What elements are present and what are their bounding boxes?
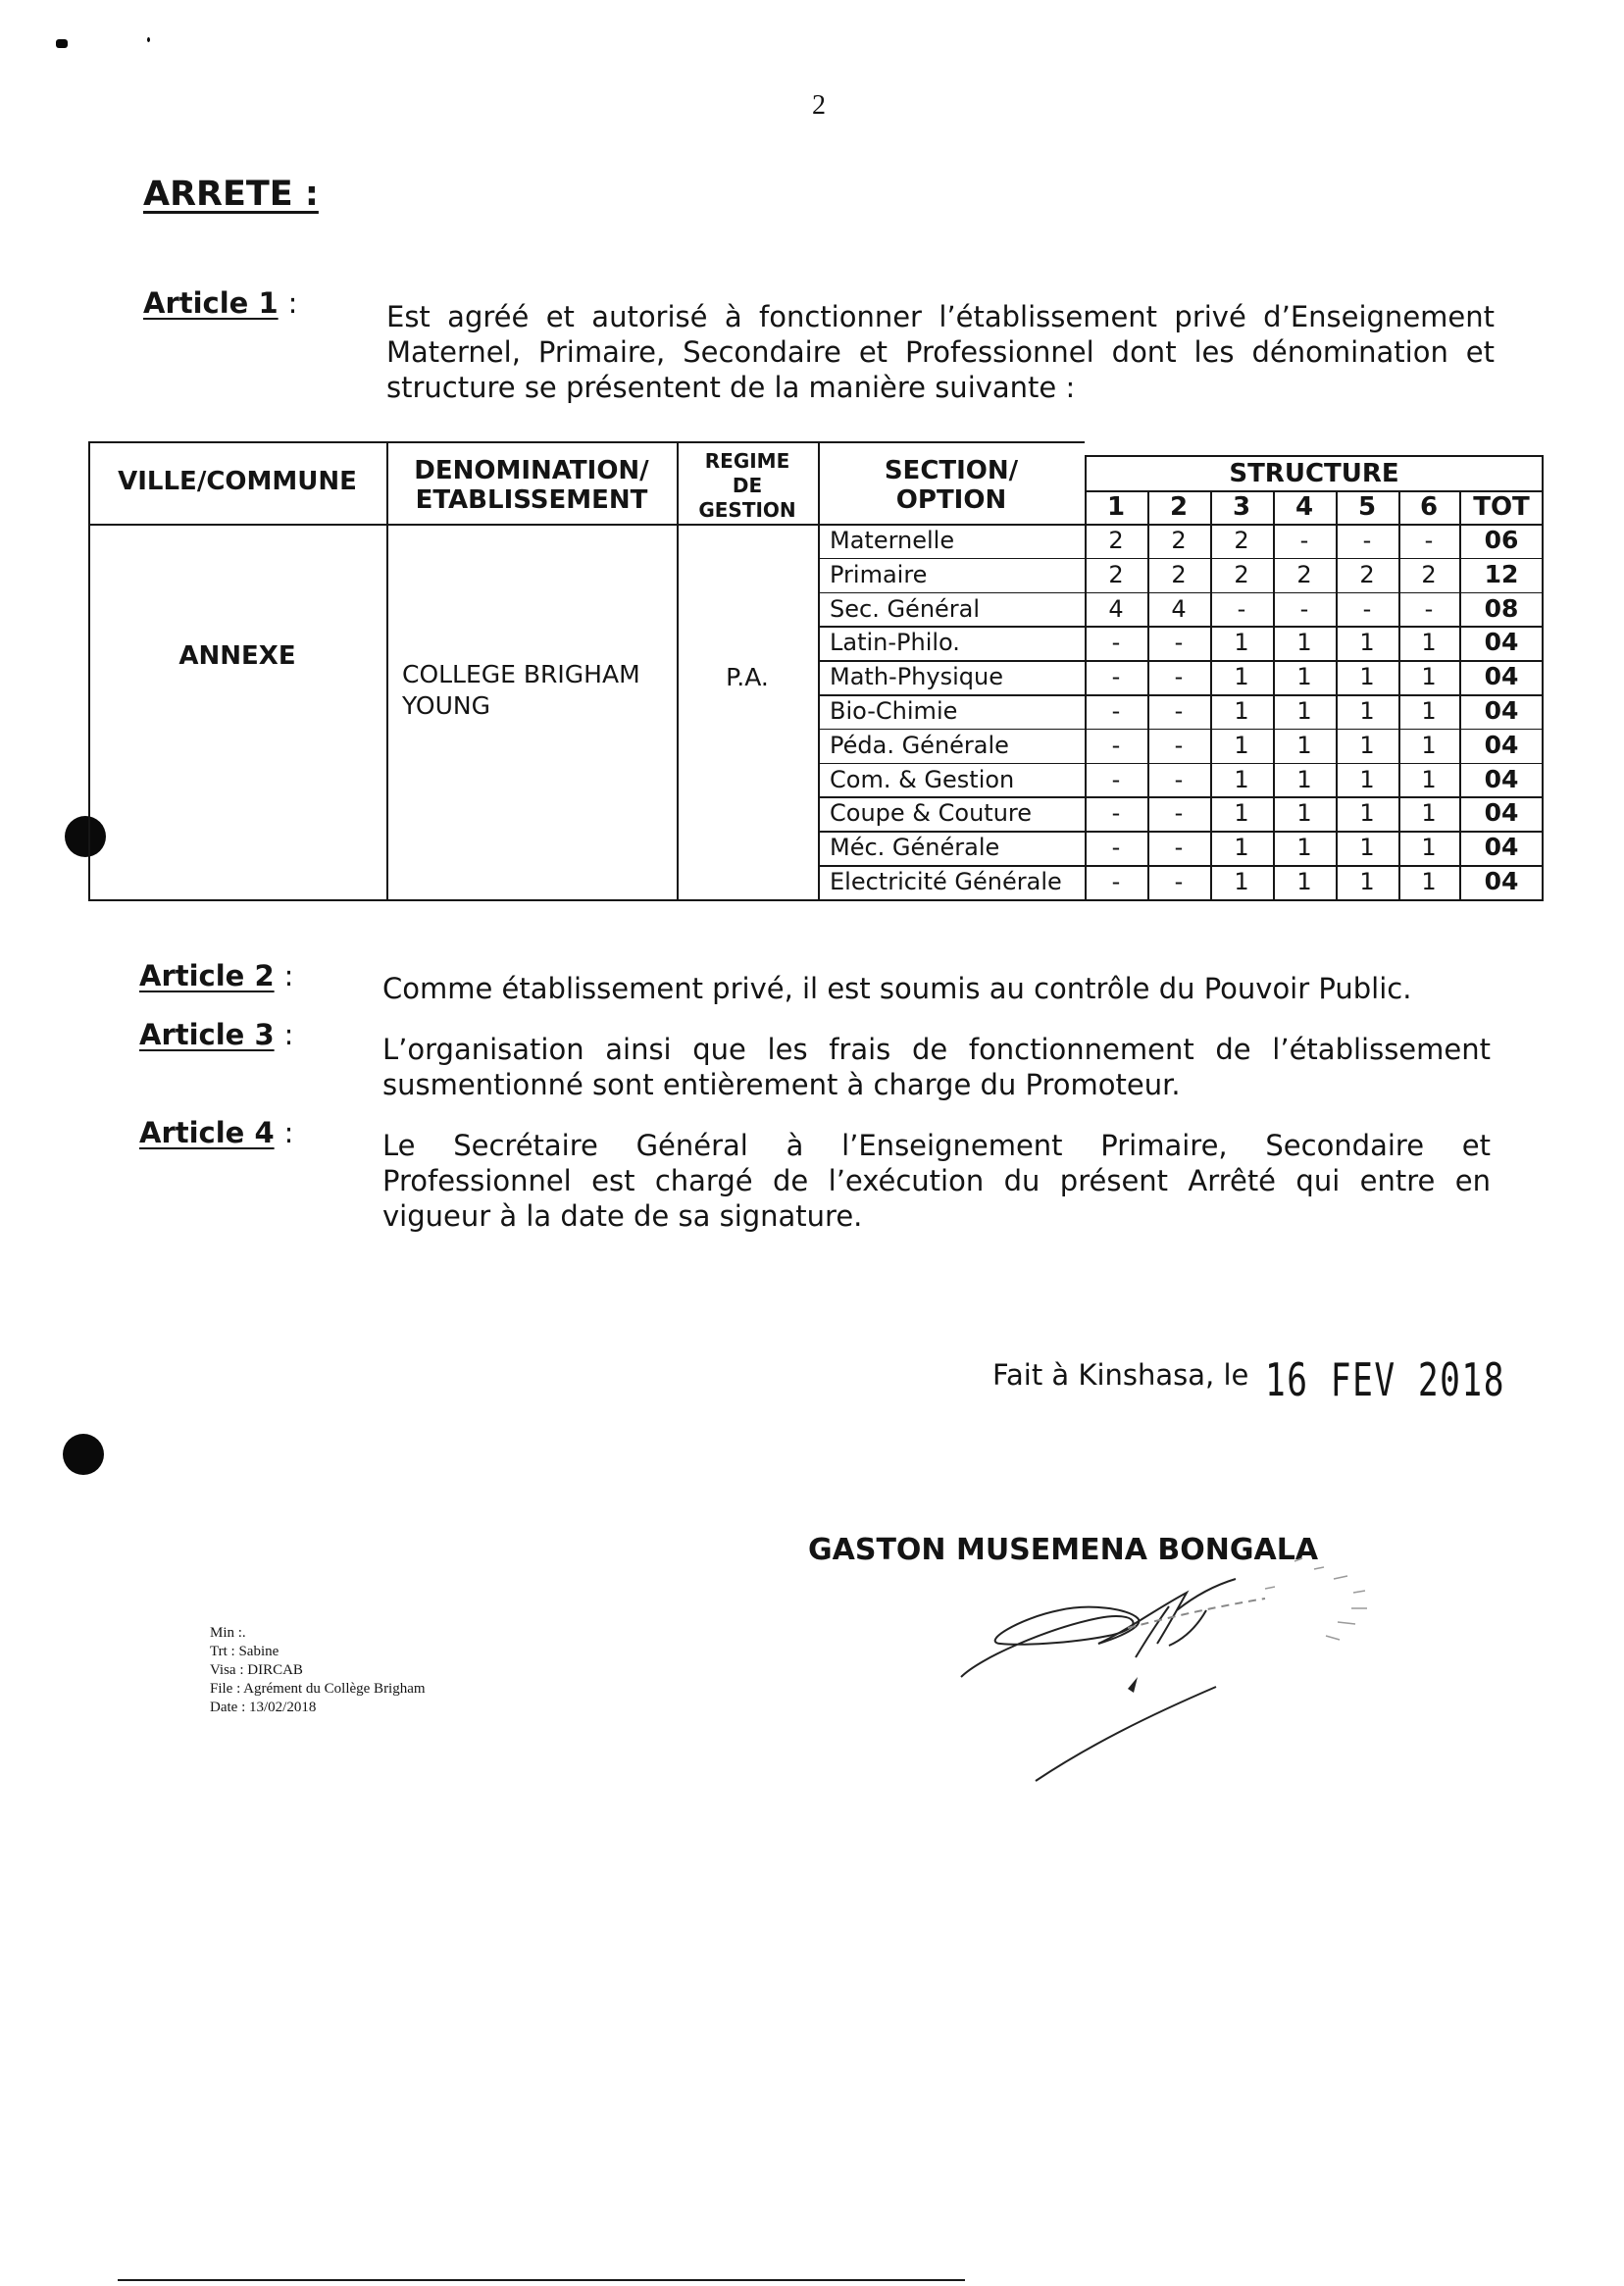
section-option-label: Latin-Philo. xyxy=(830,629,960,657)
article-4-label xyxy=(139,1116,293,1149)
section-option-label: Méc. Générale xyxy=(830,834,1000,862)
level-cell: 2 xyxy=(1359,560,1375,588)
section-option-label: Sec. Général xyxy=(830,594,981,623)
level-cell: 2 xyxy=(1234,527,1249,554)
level-cell: - xyxy=(1237,594,1246,623)
table-rule xyxy=(818,592,1544,594)
level-cell: - xyxy=(1111,663,1121,691)
level-cell: - xyxy=(1111,697,1121,725)
level-cell: - xyxy=(1174,799,1184,828)
level-cell: 1 xyxy=(1296,868,1312,895)
bottom-rule xyxy=(118,2279,965,2281)
level-cell: 2 xyxy=(1171,560,1187,588)
level-cell: 1 xyxy=(1359,629,1375,657)
level-cell: - xyxy=(1111,868,1121,895)
signature-date-stamp: 16 FEV 2018 xyxy=(1265,1353,1505,1406)
level-cell: - xyxy=(1111,799,1121,828)
article-line: Professionnel est chargé de l’exécution du présent Arrêté qui entre en xyxy=(382,1164,1491,1197)
table-rule xyxy=(818,694,1544,696)
level-header-tot: TOT xyxy=(1473,492,1530,522)
table-rule xyxy=(1273,490,1275,901)
level-cell: - xyxy=(1174,765,1184,793)
total-cell: 12 xyxy=(1484,559,1519,588)
level-cell: 2 xyxy=(1108,527,1124,554)
level-cell: 1 xyxy=(1296,765,1312,793)
article-3-label xyxy=(139,1018,293,1051)
header-denomination: DENOMINATION/ ETABLISSEMENT xyxy=(414,456,649,515)
structure-table xyxy=(88,441,1544,909)
article-line: Est agréé et autorisé à fonctionner l’établissement privé d’Enseignement xyxy=(386,300,1495,333)
article-2-label xyxy=(139,959,293,992)
signer-name: GASTON MUSEMENA BONGALA xyxy=(808,1533,1319,1567)
table-rule xyxy=(818,796,1544,798)
section-option-label: Péda. Générale xyxy=(830,731,1009,759)
total-cell: 04 xyxy=(1484,764,1519,793)
level-header-6: 6 xyxy=(1419,492,1439,522)
reference-line: Trt : Sabine xyxy=(210,1644,279,1659)
table-rule xyxy=(1085,490,1544,492)
total-cell: 04 xyxy=(1484,662,1519,691)
level-cell: 1 xyxy=(1421,629,1437,657)
article-line: Maternel, Primaire, Secondaire et Professionnel dont les dénomination et xyxy=(386,335,1495,369)
article-4-text xyxy=(382,1128,1491,1234)
level-cell: 1 xyxy=(1234,765,1249,793)
scan-mark xyxy=(147,37,150,42)
level-cell: 1 xyxy=(1421,765,1437,793)
level-cell: 4 xyxy=(1108,594,1124,623)
table-rule xyxy=(1459,490,1461,901)
level-cell: 1 xyxy=(1359,834,1375,862)
level-cell: 1 xyxy=(1421,799,1437,828)
reference-line: Date : 13/02/2018 xyxy=(210,1700,317,1715)
document-heading: ARRETE : xyxy=(143,175,319,214)
page-number: 2 xyxy=(812,90,826,121)
table-rule xyxy=(88,899,1544,901)
level-cell: - xyxy=(1174,731,1184,759)
handwritten-signature xyxy=(941,1549,1412,1785)
level-cell: 1 xyxy=(1359,697,1375,725)
total-cell: 04 xyxy=(1484,867,1519,895)
article-line: vigueur à la date de sa signature. xyxy=(382,1199,863,1233)
level-cell: 1 xyxy=(1296,629,1312,657)
level-cell: 1 xyxy=(1234,629,1249,657)
article-line: susmentionné sont entièrement à charge du Promoteur. xyxy=(382,1068,1181,1101)
total-cell: 04 xyxy=(1484,730,1519,759)
reference-line: Min :. xyxy=(210,1625,246,1641)
level-cell: 2 xyxy=(1171,527,1187,554)
level-cell: 1 xyxy=(1359,765,1375,793)
article-label-text: Article 2 xyxy=(139,959,275,992)
level-cell: - xyxy=(1299,594,1309,623)
level-cell: 2 xyxy=(1234,560,1249,588)
level-cell: 1 xyxy=(1234,697,1249,725)
signature-place: Fait à Kinshasa, le xyxy=(992,1358,1249,1392)
reference-line: File : Agrément du Collège Brigham xyxy=(210,1681,426,1697)
table-rule xyxy=(1542,455,1544,901)
reference-line: Visa : DIRCAB xyxy=(210,1662,303,1678)
level-header-5: 5 xyxy=(1357,492,1377,522)
header-section: SECTION/ OPTION xyxy=(884,456,1019,515)
regime-value: P.A. xyxy=(726,663,769,691)
level-header-3: 3 xyxy=(1232,492,1251,522)
article-1-text xyxy=(386,299,1495,405)
level-cell: - xyxy=(1111,731,1121,759)
article-line: L’organisation ainsi que les frais de fonctionnement de l’établissement xyxy=(382,1033,1491,1066)
level-cell: 1 xyxy=(1359,868,1375,895)
article-line: Comme établissement privé, il est soumis au contrôle du Pouvoir Public. xyxy=(382,972,1412,1005)
article-line: Le Secrétaire Général à l’Enseignement Primaire, Secondaire et xyxy=(382,1129,1491,1162)
table-rule xyxy=(88,441,1085,443)
table-rule xyxy=(1147,490,1149,901)
article-label-colon: : xyxy=(283,959,294,992)
total-cell: 06 xyxy=(1484,526,1519,554)
level-cell: - xyxy=(1174,629,1184,657)
header-ville: VILLE/COMMUNE xyxy=(118,467,357,496)
article-3-text xyxy=(382,1032,1491,1102)
table-rule xyxy=(1085,455,1544,457)
table-rule xyxy=(1336,490,1338,901)
table-rule xyxy=(88,524,1544,526)
header-regime: REGIME DE GESTION xyxy=(698,448,796,522)
level-cell: 2 xyxy=(1421,560,1437,588)
level-cell: 1 xyxy=(1234,799,1249,828)
level-cell: - xyxy=(1111,765,1121,793)
section-option-label: Math-Physique xyxy=(830,663,1003,691)
table-rule xyxy=(1210,490,1212,901)
level-header-4: 4 xyxy=(1294,492,1314,522)
reference-block xyxy=(210,1624,426,1717)
total-cell: 04 xyxy=(1484,833,1519,862)
level-cell: 1 xyxy=(1296,731,1312,759)
level-cell: 1 xyxy=(1359,663,1375,691)
table-rule xyxy=(818,558,1544,560)
level-cell: 1 xyxy=(1296,697,1312,725)
table-rule xyxy=(818,865,1544,867)
level-cell: 1 xyxy=(1234,663,1249,691)
level-cell: 1 xyxy=(1359,731,1375,759)
table-rule xyxy=(818,729,1544,731)
section-option-label: Bio-Chimie xyxy=(830,697,958,725)
article-label-colon: : xyxy=(283,1116,294,1149)
level-header-2: 2 xyxy=(1169,492,1189,522)
table-rule xyxy=(677,441,679,901)
table-rule xyxy=(88,441,90,901)
level-cell: - xyxy=(1299,527,1309,554)
level-cell: 1 xyxy=(1421,663,1437,691)
level-cell: 1 xyxy=(1421,868,1437,895)
level-cell: - xyxy=(1424,527,1434,554)
table-rule xyxy=(386,441,388,901)
level-cell: 1 xyxy=(1359,799,1375,828)
level-cell: - xyxy=(1174,663,1184,691)
level-cell: 1 xyxy=(1421,731,1437,759)
article-2-text xyxy=(382,971,1491,1006)
section-option-label: Com. & Gestion xyxy=(830,765,1015,793)
level-cell: - xyxy=(1174,868,1184,895)
level-cell: - xyxy=(1111,834,1121,862)
scan-mark xyxy=(56,39,68,48)
table-rule xyxy=(818,763,1544,765)
article-label-text: Article 3 xyxy=(139,1018,275,1051)
level-cell: 1 xyxy=(1234,868,1249,895)
table-rule xyxy=(1398,490,1400,901)
level-cell: - xyxy=(1362,594,1372,623)
level-header-1: 1 xyxy=(1106,492,1126,522)
level-cell: - xyxy=(1111,629,1121,657)
section-option-label: Electricité Générale xyxy=(830,868,1062,895)
level-cell: 1 xyxy=(1296,663,1312,691)
level-cell: 1 xyxy=(1421,834,1437,862)
punch-hole xyxy=(63,1434,104,1475)
article-label-colon: : xyxy=(283,1018,294,1051)
article-line: structure se présentent de la manière suivante : xyxy=(386,371,1076,404)
section-option-label: Primaire xyxy=(830,560,928,588)
table-rule xyxy=(818,441,820,901)
level-cell: 1 xyxy=(1234,731,1249,759)
level-cell: 1 xyxy=(1421,697,1437,725)
section-option-label: Coupe & Couture xyxy=(830,799,1033,828)
level-cell: - xyxy=(1174,834,1184,862)
table-rule xyxy=(818,626,1544,628)
level-cell: - xyxy=(1424,594,1434,623)
total-cell: 08 xyxy=(1484,593,1519,623)
level-cell: 1 xyxy=(1296,834,1312,862)
level-cell: 2 xyxy=(1296,560,1312,588)
level-cell: - xyxy=(1362,527,1372,554)
total-cell: 04 xyxy=(1484,798,1519,828)
article-label-text: Article 1 xyxy=(143,286,279,320)
table-rule xyxy=(818,831,1544,833)
table-rule xyxy=(1085,455,1087,901)
denomination-value: COLLEGE BRIGHAM YOUNG xyxy=(402,660,640,720)
level-cell: 1 xyxy=(1234,834,1249,862)
section-option-label: Maternelle xyxy=(830,527,955,554)
total-cell: 04 xyxy=(1484,628,1519,657)
article-label-colon: : xyxy=(287,286,298,320)
article-1-label xyxy=(143,286,297,320)
header-structure: STRUCTURE xyxy=(1229,459,1399,488)
total-cell: 04 xyxy=(1484,696,1519,725)
level-cell: - xyxy=(1174,697,1184,725)
level-cell: 1 xyxy=(1296,799,1312,828)
article-label-text: Article 4 xyxy=(139,1116,275,1149)
level-cell: 2 xyxy=(1108,560,1124,588)
ville-value: ANNEXE xyxy=(178,641,296,671)
level-cell: 4 xyxy=(1171,594,1187,623)
table-rule xyxy=(818,660,1544,662)
